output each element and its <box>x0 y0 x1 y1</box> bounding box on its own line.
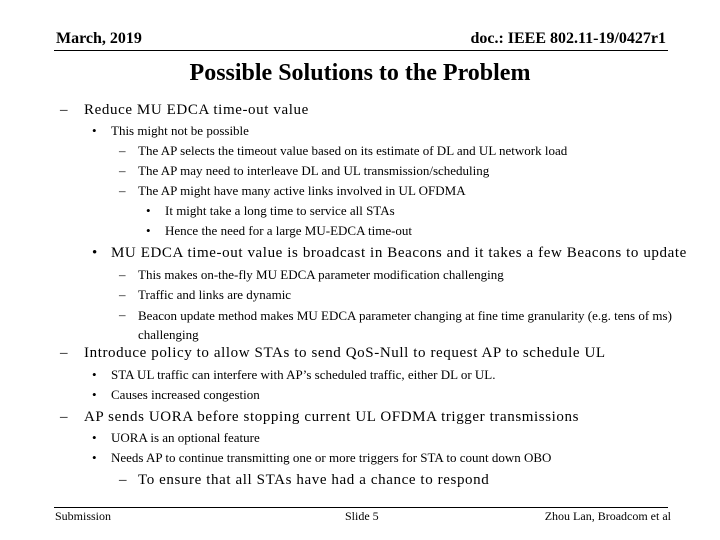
dash-marker: – <box>60 409 69 425</box>
bullet-text: Beacon update method makes MU EDCA parameter changing at fine time granularity (e.g. tens of ms) challenging <box>138 308 672 342</box>
footer-rule <box>54 507 668 508</box>
bullet-text: Hence the need for a large MU-EDCA time-out <box>165 223 413 238</box>
bullet-text: It might take a long time to service all STAs <box>165 203 395 218</box>
bullet-marker: • <box>92 367 97 382</box>
bullet-marker: • <box>92 387 97 402</box>
footer-slide-number: Slide 5 <box>345 509 379 523</box>
header-date: March, 2019 <box>56 30 142 47</box>
header-rule <box>54 50 668 51</box>
bullet-text: AP sends UORA before stopping current UL OFDMA trigger transmissions <box>84 409 580 425</box>
bullet-text: STA UL traffic can interfere with AP’s scheduled traffic, either DL or UL. <box>111 367 496 382</box>
bullet-marker: • <box>146 223 151 238</box>
header-doc-id: doc.: IEEE 802.11-19/0427r1 <box>470 30 666 47</box>
dash-marker: – <box>119 287 126 302</box>
bullet-text: UORA is an optional feature <box>111 430 260 445</box>
bullet-text: Introduce policy to allow STAs to send QoS-Null to request AP to schedule UL <box>84 345 606 361</box>
bullet-text: Needs AP to continue transmitting one or more triggers for STA to count down OBO <box>111 450 552 465</box>
bullet-marker: • <box>92 245 98 261</box>
footer-submission: Submission <box>55 509 112 523</box>
bullet-marker: • <box>92 123 97 138</box>
bullet-text: The AP may need to interleave DL and UL transmission/scheduling <box>138 163 490 178</box>
dash-marker: – <box>119 307 126 322</box>
bullet-text: MU EDCA time-out value is broadcast in Beacons and it takes a few Beacons to update <box>111 245 687 261</box>
dash-marker: – <box>119 267 126 282</box>
bullet-marker: • <box>92 450 97 465</box>
bullet-text: The AP selects the timeout value based on its estimate of DL and UL network load <box>138 143 568 158</box>
dash-marker: – <box>119 472 128 488</box>
bullet-text: To ensure that all STAs have had a chance to respond <box>138 472 490 488</box>
dash-marker: – <box>119 143 126 158</box>
bullet-text: Causes increased congestion <box>111 387 260 402</box>
bullet-text: This makes on-the-fly MU EDCA parameter modification challenging <box>138 267 504 282</box>
bullet-text: The AP might have many active links involved in UL OFDMA <box>138 183 466 198</box>
dash-marker: – <box>119 163 126 178</box>
bullet-text: Reduce MU EDCA time-out value <box>84 102 309 118</box>
bullet-marker: • <box>146 203 151 218</box>
bullet-text: This might not be possible <box>111 123 249 138</box>
dash-marker: – <box>119 183 126 198</box>
dash-marker: – <box>60 102 69 118</box>
dash-marker: – <box>60 345 69 361</box>
bullet-marker: • <box>92 430 97 445</box>
bullet-text: Traffic and links are dynamic <box>138 287 292 302</box>
slide-title: Possible Solutions to the Problem <box>189 60 531 86</box>
footer-author: Zhou Lan, Broadcom et al <box>544 509 671 523</box>
